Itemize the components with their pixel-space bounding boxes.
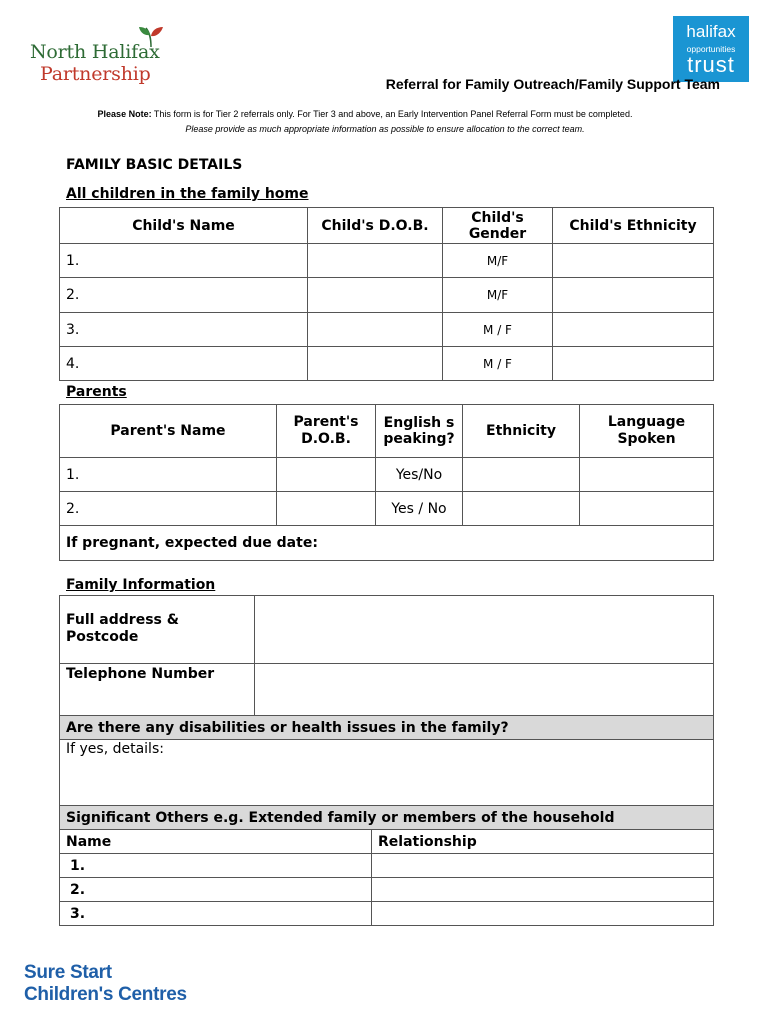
children-header-row [60,208,714,244]
significant-other-3-relationship[interactable] [372,902,714,926]
col-parents-dob [277,405,376,458]
significant-other-3-name[interactable]: 3. [60,902,372,926]
col-childs-gender-text: Child's Gender [468,209,527,242]
child-2-gender-cell[interactable]: M/F [443,278,553,313]
pregnant-row [60,526,714,561]
col-language-spoken-text: Language Spoken [607,414,686,447]
table-row [60,313,714,347]
row-number: 2. [66,287,80,303]
child-2-dob-cell[interactable] [308,278,443,313]
sure-start-logo-line1: Sure Start [24,962,112,983]
trust-logo-line3: trust [687,52,735,77]
telephone-row [60,664,714,716]
significant-others-header-row [60,830,714,854]
disabilities-details-field[interactable]: If yes, details: [60,740,714,806]
parent-1-name-cell[interactable] [60,458,277,492]
child-2-ethnicity-cell[interactable] [553,278,714,313]
parent-2-language-cell[interactable] [580,492,714,526]
col-english-speaking-text: English speaking? [383,415,455,447]
child-1-dob-cell[interactable] [308,244,443,278]
parent-1-dob-cell[interactable] [277,458,376,492]
child-1-name-cell[interactable] [60,244,308,278]
document-title-text: Referral for Family Outreach/Family Support Team [385,76,720,92]
col-childs-gender [443,208,553,244]
address-label: Full address & Postcode [60,596,255,664]
child-1-ethnicity-cell[interactable] [553,244,714,278]
table-row [60,902,714,926]
col-ethnicity: Ethnicity [463,405,580,458]
significant-other-1-name[interactable]: 1. [60,854,372,878]
child-3-gender-cell[interactable]: M / F [443,313,553,347]
nhp-logo-line2: Partnership [40,63,151,85]
table-row [60,492,714,526]
table-row [60,878,714,902]
disabilities-question: Are there any disabilities or health issues in the family? [60,716,714,740]
sure-start-childrens-centres-logo [24,962,187,1006]
parent-1-language-cell[interactable] [580,458,714,492]
col-parents-dob-text: Parent's D.O.B. [293,414,359,447]
row-number: 3. [66,321,80,338]
child-4-dob-cell[interactable] [308,347,443,381]
child-3-name-cell[interactable] [60,313,308,347]
parent-2-english-cell[interactable]: Yes / No [376,492,463,526]
please-note-label: Please Note: [97,109,152,119]
expected-due-date-field[interactable]: If pregnant, expected due date: [60,526,714,561]
significant-other-2-name[interactable]: 2. [60,878,372,902]
trust-logo-line2: opportunities [686,44,736,54]
parents-header-row [60,405,714,458]
parent-1-english-cell[interactable]: Yes/No [376,458,463,492]
col-childs-ethnicity: Child's Ethnicity [553,208,714,244]
row-number: 1. [66,466,80,483]
col-english-speaking [376,405,463,458]
please-note-italic: Please provide as much appropriate information as possible to ensure allocation to the correct team. [185,124,585,134]
col-language-spoken [580,405,714,458]
child-4-ethnicity-cell[interactable] [553,347,714,381]
parent-2-dob-cell[interactable] [277,492,376,526]
document-title [0,76,720,92]
parent-2-name-cell[interactable] [60,492,277,526]
please-note-text: This form is for Tier 2 referrals only. For Tier 3 and above, an Early Intervention Panel Referral Form must be completed. [151,109,633,119]
nhp-logo-line1: North Halifax [30,41,160,63]
child-3-ethnicity-cell[interactable] [553,313,714,347]
children-table [59,207,714,381]
child-1-gender-cell[interactable]: M/F [443,244,553,278]
col-childs-name: Child's Name [60,208,308,244]
table-row [60,458,714,492]
child-3-dob-cell[interactable] [308,313,443,347]
child-2-name-cell[interactable] [60,278,308,313]
parents-table [59,404,714,561]
child-4-gender-cell[interactable]: M / F [443,347,553,381]
row-number: 4. [66,355,80,372]
family-information-table [59,595,714,926]
address-input-cell[interactable] [255,596,714,664]
address-row [60,596,714,664]
table-row [60,347,714,381]
col-name: Name [60,830,372,854]
halifax-opportunities-trust-logo [673,16,749,82]
sure-start-logo-line2: Children's Centres [24,984,187,1005]
table-row [60,244,714,278]
parent-2-ethnicity-cell[interactable] [463,492,580,526]
significant-others-heading: Significant Others e.g. Extended family or members of the household [60,806,714,830]
children-heading: All children in the family home [66,186,309,202]
significant-other-1-relationship[interactable] [372,854,714,878]
telephone-label: Telephone Number [60,664,255,716]
row-number: 1. [66,252,80,269]
col-parents-name: Parent's Name [60,405,277,458]
family-information-heading: Family Information [66,577,216,593]
trust-logo-line1: halifax [686,22,736,41]
col-childs-dob: Child's D.O.B. [308,208,443,244]
disabilities-details-row [60,740,714,806]
col-relationship: Relationship [372,830,714,854]
telephone-input-cell[interactable] [255,664,714,716]
parent-1-ethnicity-cell[interactable] [463,458,580,492]
row-number: 2. [66,500,80,517]
significant-others-row [60,806,714,830]
table-row [60,278,714,313]
significant-other-2-relationship[interactable] [372,878,714,902]
table-row [60,854,714,878]
please-note [0,109,730,119]
child-4-name-cell[interactable] [60,347,308,381]
disabilities-row [60,716,714,740]
family-basic-details-title: FAMILY BASIC DETAILS [66,157,243,173]
parents-heading: Parents [66,384,127,400]
